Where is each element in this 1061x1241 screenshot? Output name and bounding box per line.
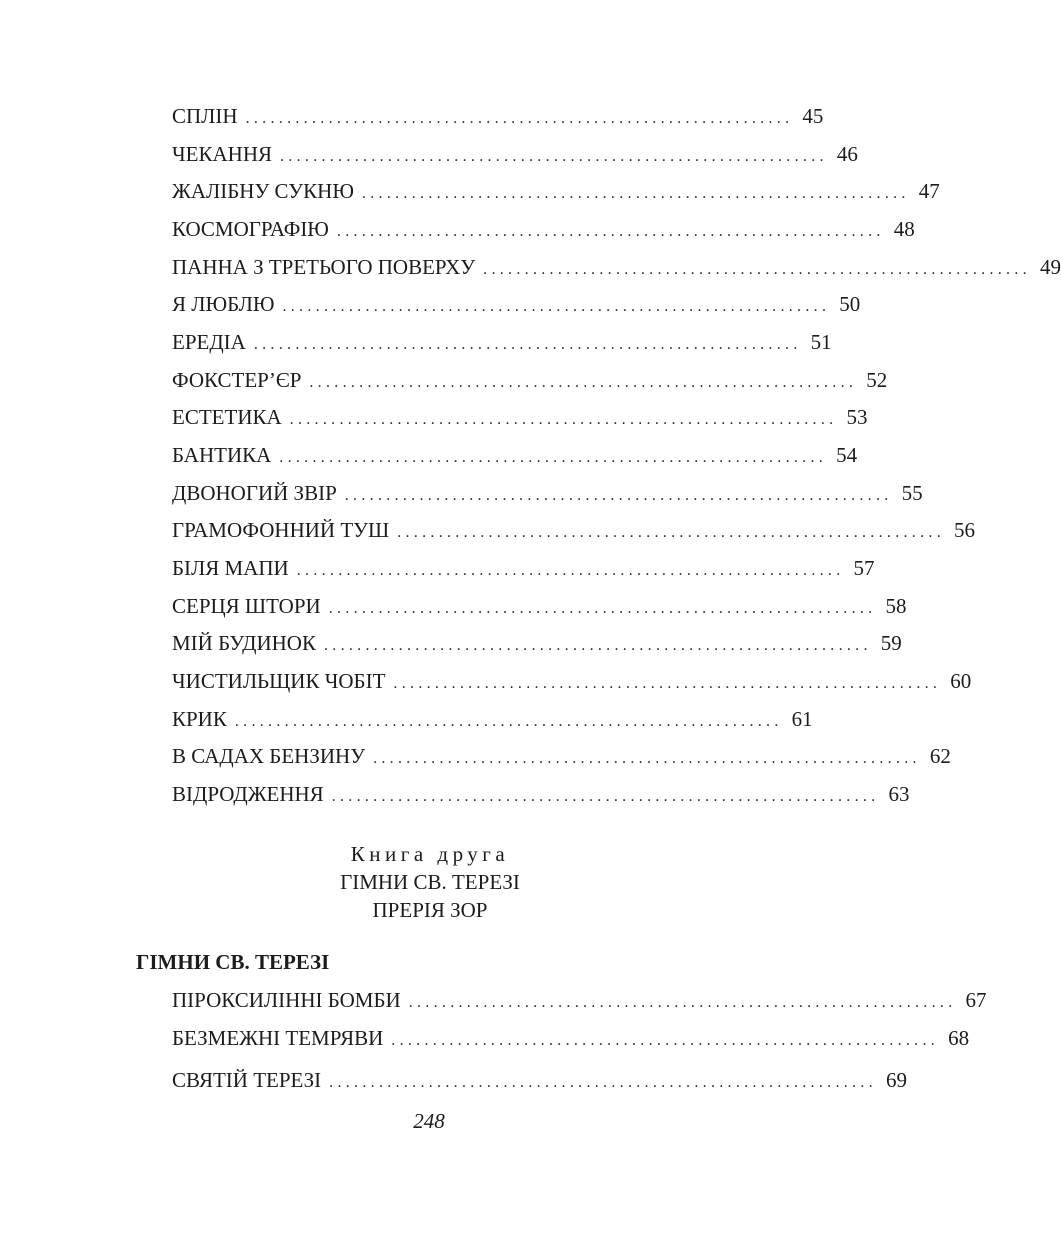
dot-leader: .................................................................. [280,148,828,165]
toc-entry-page: 52 [866,368,888,392]
dot-leader: .................................................................. [483,261,1031,278]
toc-entry [172,328,832,356]
toc-entry-page: 49 [1039,255,1061,279]
toc-entry [172,742,951,770]
dot-leader: .................................................................. [253,336,802,353]
toc-entry [172,366,888,394]
toc-entry-title: МІЙ БУДИНОК [172,631,316,655]
toc-entry-page: 51 [810,330,832,354]
book-label: Книга друга [350,842,510,866]
toc-entry-page: 63 [888,782,910,806]
toc-entry-title: СПЛІН [172,104,238,128]
toc-entry [172,253,1061,281]
toc-entry [172,479,923,507]
toc-entry-title: ГРАМОФОННИЙ ТУШ [172,518,390,542]
toc-entry-title: БАНТИКА [172,443,272,467]
dot-leader: .................................................................. [408,994,957,1011]
toc-entry-title: КОСМОГРАФІЮ [172,217,329,241]
toc-entry-page: 56 [954,518,976,542]
toc-entry-title: ПІРОКСИЛІННІ БОМБИ [172,988,401,1012]
dot-leader: .................................................................. [329,1074,877,1091]
dot-leader: .................................................................. [391,1032,940,1049]
toc-entry-page: 54 [836,443,858,467]
dot-leader: .................................................................. [309,374,858,391]
toc-entry-page: 45 [802,104,824,128]
toc-entry-page: 59 [880,631,902,655]
section-heading: ГІМНИ СВ. ТЕРЕЗІ [136,950,330,974]
toc-entry-title: СВЯТІЙ ТЕРЕЗІ [172,1068,322,1092]
toc-entry [172,780,910,808]
toc-entry [172,215,915,243]
toc-entry-title: ЧЕКАННЯ [172,142,272,166]
toc-entry-title: ЧИСТИЛЬЩИК ЧОБІТ [172,669,386,693]
toc-entry-title: ВІДРОДЖЕННЯ [172,782,324,806]
toc-entry [172,554,875,582]
toc-entry [172,667,972,695]
toc-entry-title: В САДАХ БЕНЗИНУ [172,744,366,768]
dot-leader: .................................................................. [336,223,885,240]
toc-entry-page: 53 [846,405,868,429]
book-title: ГІМНИ СВ. ТЕРЕЗІ [340,870,520,894]
toc-entry [172,140,858,168]
toc-entry-title: БІЛЯ МАПИ [172,556,289,580]
toc-entry-page: 50 [839,292,861,316]
toc-entry-page: 55 [901,481,923,505]
toc-entry-page: 67 [965,988,987,1012]
book-subtitle: ПРЕРІЯ ЗОР [372,898,488,922]
dot-leader: .................................................................. [361,185,910,202]
toc-entry [172,441,858,469]
dot-leader: .................................................................. [289,411,838,428]
toc-entry [172,177,940,205]
toc-entry-page: 60 [950,669,972,693]
toc-entry-title: ФОКСТЕР’ЄР [172,368,302,392]
toc-entry-title: ЕСТЕТИКА [172,405,282,429]
toc-entry [172,516,976,544]
dot-leader: .................................................................. [245,110,794,127]
page-number: 248 [413,1109,445,1133]
dot-leader: .................................................................. [373,750,921,767]
toc-entry-title: КРИК [172,707,227,731]
toc-entry-page: 69 [885,1068,907,1092]
toc-entry-title: ПАННА З ТРЕТЬОГО ПОВЕРХУ [172,255,476,279]
toc-entry-title: БЕЗМЕЖНІ ТЕМРЯВИ [172,1026,384,1050]
toc-entry [172,592,907,620]
toc-entry [172,986,987,1014]
dot-leader: .................................................................. [393,675,942,692]
toc-entry [172,1024,970,1052]
toc-entry [172,290,861,318]
toc-entry [172,403,868,431]
dot-leader: .................................................................. [282,298,831,315]
dot-leader: .................................................................. [296,562,845,579]
dot-leader: .................................................................. [328,600,877,617]
toc-entry-title: ДВОНОГИЙ ЗВІР [172,481,337,505]
dot-leader: .................................................................. [344,487,893,504]
dot-leader: .................................................................. [323,637,872,654]
toc-entry-page: 47 [918,179,940,203]
toc-entry-title: СЕРЦЯ ШТОРИ [172,594,321,618]
toc-entry-page: 46 [836,142,858,166]
toc-entry-page: 68 [948,1026,970,1050]
toc-entry-page: 62 [929,744,951,768]
dot-leader: .................................................................. [234,713,783,730]
toc-entry [172,705,813,733]
toc-entry-page: 48 [893,217,915,241]
toc-entry-page: 58 [885,594,907,618]
toc-entry-title: ЖАЛІБНУ СУКНЮ [172,179,354,203]
toc-entry [172,1066,907,1094]
dot-leader: .................................................................. [397,524,946,541]
toc-entry-title: ЕРЕДІА [172,330,246,354]
toc-entry-page: 61 [791,707,813,731]
toc-entry-page: 57 [853,556,875,580]
toc-entry [172,102,824,130]
dot-leader: .................................................................. [279,449,828,466]
toc-entry-title: Я ЛЮБЛЮ [172,292,275,316]
toc-entry [172,629,902,657]
dot-leader: .................................................................. [331,788,880,805]
